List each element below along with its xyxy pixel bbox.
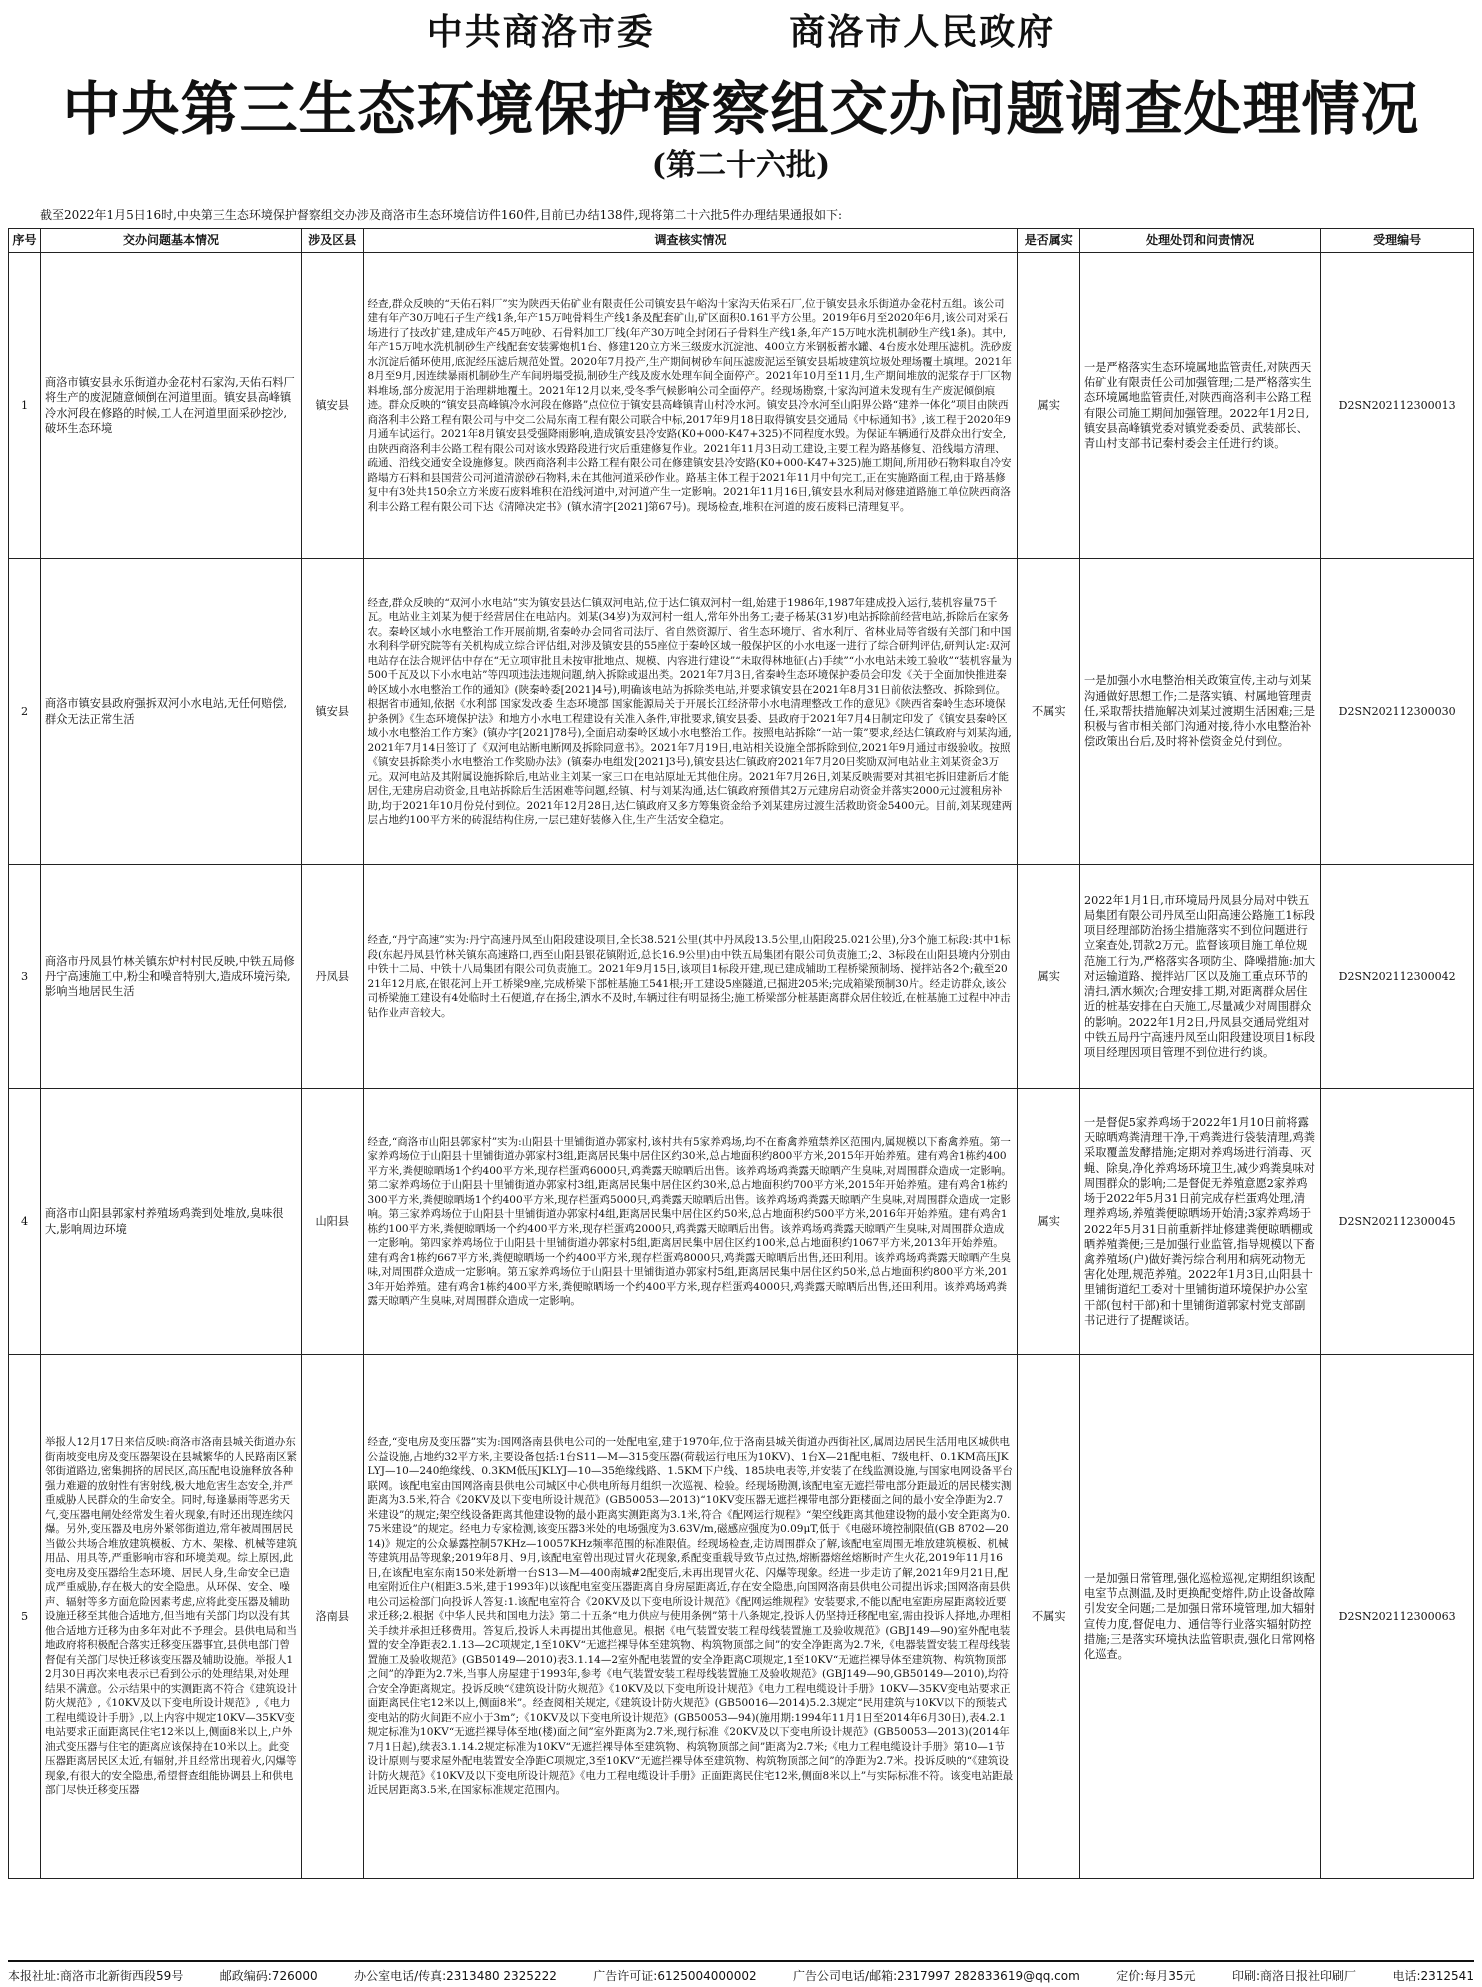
row-id: D2SN202112300063 [1321,1355,1474,1879]
issues-table [8,228,1474,1879]
row-findings: 经查,“变电房及变压器”实为:国网洛南县供电公司的一处配电室,建于1970年,位于洛南县城关街道办西街社区,属周边居民生活用电区城供电公益设施,占地约32平方米,主要设备包括:1台S11—M—315变压器(荷载运行电压为10KV)、1台X—21配电柜、7级电杆、0.1KM高压JKLYJ—10—240绝缘线、0.3KM低压JKLYJ—10—35绝缘线路、1.5KM下户线、185块电表等,并安装了在线监测设施,与国家电网设备平台联网。该配电室由国网洛南县供电公司城区中心供电所每月组织一次巡视、检验。经现场勘测,该配电室无遮拦带电部分距最近的居民楼实测距离为3.5米,符合《20KV及以下变电所设计规范》(GB50053—2013)“10KV变压器无遮拦裸带电部分距楼面之间的最小安全净距为2.7米建设”的规定;架空线设备距离其他建设物的最小距离实测距离为3.1米,符合《配网运行规程》“架空线距离其他建设物的最小安全距离为0.75米建设”的规定。经电力专家检测,该变压器3米处的电场强度为3.63V/m,磁感应强度为0.09μT,低于《电磁环境控制限值(GB 8702—2014)》规定的公众暴露控制57KHz—10057KHz频率范围的标准限值。经现场检查,走访周围群众了解,该配电室周围无堆放建筑模板、机械等建筑用品等现象;2019年8月、9月,该配电室曾出现过冒火花现象,系配变重载导致节点过热,熔断器熔丝熔断时产生火花,2019年11月16日,在该配电室东南150米处新增一台S13—M—400南城#2配变后,未再出现冒火花、闪爆等现象。经进一步走访了解,2021年9月21日,配电室附近住户(相距3.5米,建于1993年)以该配电室变压器距离自身房屋距离近,存在安全隐患,向国网洛南县供电公司提出诉求;国网洛南县供电公司运检部门向投诉人答复:1.该配电室符合《20KV及以下变电所设计规范》《配网运维规程》安装要求,不能以配电室距房屋距离较近要求迁移;2.根据《中华人民共和国电力法》第二十五条“电力供应与使用条例”第十八条规定,投诉人仍坚持迁移配电室,需由投诉人择地,办理相关手续并承担迁移费用。答复后,投诉人未再提出其他意见。根据《电气装置安装工程母线装置施工及验收规范》(GBJ149—90)室外配电装置的安全净距表2.1.13—2C项规定,1至10KV“无遮拦裸导体至建筑物、构筑物顶部之间”的安全净距离为2.7米,《电器装置安装工程母线装置施工及验收规范》(GB50149—2010)表3.1.14—2室外配电装置的安全净距离C项规定,1至10KV“无遮拦裸导体至建筑物、构筑物顶部之间”的净距为2.7米,当事人房屋建于1993年,参考《电气装置安装工程母线装置施工及验收规范》(GBJ149—90,GB50149—2010),均符合安全净距离规定。投诉反映“《建筑设计防火规范》《10KV及以下变电所设计规范》《电力工程电缆设计手册》10KV—35KV变电站要求正面距离民住宅12米以上,侧面8米”。经查阅相关规定,《建筑设计防火规范》(GB50016—2014)5.2.3规定“民用建筑与10KV以下的预装式变电站的防火间距不应小于3m”;《10KV及以下变电所设计规范》(GB50053—94)(施用期:1994年11月1日至2014年6月30日),表4.2.1规定标准为10KV“无遮拦裸导体至地(楼)面之间”室外距离为2.7米,现行标准《20KV及以下变电所设计规范》(GB50053—2013)(2014年7月1日起),续表3.1.14.2规定标准为10KV“无遮拦裸导体至建筑物、构筑物顶部之间”距离为2.7米;《电力工程电缆设计手册》第10—1节设计原则与要求屋外配电装置安全净距C项规定,3至10KV“无遮拦裸导体至建筑物、构筑物顶部之间”的净距为2.7米。投诉反映的“《建筑设计防火规范》《10KV及以下变电所设计规范》《电力工程电缆设计手册》正面距离民住宅12米,侧面8米以上”与实际标准不符。该变电站距最近民居距离3.5米,在国家标准规定范围内。 [363,1355,1018,1879]
table-header-row [9,229,1474,253]
batch-label: (第二十六批) [651,148,831,183]
header-findings: 调查核实情况 [363,229,1018,253]
row-issue: 商洛市镇安县政府强拆双河小水电站,无任何赔偿,群众无法正常生活 [41,559,302,865]
row-county: 山阳县 [301,1089,363,1355]
footer-bar [8,1960,1474,1984]
page-title: 中央第三生态环境保护督察组交办问题调查处理情况 [62,75,1420,143]
footer-address: 本报社址:商洛市北新街西段59号 [8,1969,184,1983]
row-issue: 商洛市丹凤县竹林关镇东炉村村民反映,中铁五局修丹宁高速施工中,粉尘和噪音特别大,造成环境污染,影响当地居民生活 [41,865,302,1089]
row-findings: 经查,“商洛市山阳县郭家村”实为:山阳县十里铺街道办郭家村,该村共有5家养鸡场,均不在畜禽养殖禁养区范围内,属规模以下畜禽养殖。第一家养鸡场位于山阳县十里铺街道办郭家村3组,距离居民集中居住区约30米,总占地面积约800平方米,2015年开始养殖。建有鸡舍1栋约400平方米,粪便晾晒场1个约400平方米,现存栏蛋鸡6000只,鸡粪露天晾晒后出售。该养鸡场鸡粪露天晾晒产生臭味,对周围群众造成一定影响。第二家养鸡场位于山阳县十里铺街道办郭家村3组,距离居民集中居住区约30米,总占地面积约700平方米,2015年开始养殖。建有鸡舍1栋约300平方米,粪便晾晒场1个约400平方米,现存栏蛋鸡5000只,鸡粪露天晾晒后出售。该养鸡场鸡粪露天晾晒产生臭味,对周围群众造成一定影响。第三家养鸡场位于山阳县十里铺街道办郭家村4组,距离居民集中居住区约50米,总占地面积约500平方米,2016年开始养殖。建有鸡舍1栋约100平方米,粪便晾晒场一个约400平方米,现存栏蛋鸡2000只,鸡粪露天晾晒后出售。该养鸡场鸡粪露天晾晒产生臭味,对周围群众造成一定影响。第四家养鸡场位于山阳县十里铺街道办郭家村5组,距离居民集中居住区约100米,总占地面积约1067平方米,2013年开始养殖。建有鸡舍1栋约667平方米,粪便晾晒场一个约400平方米,现存栏蛋鸡8000只,鸡粪露天晾晒后出售,还田利用。该养鸡场鸡粪露天晾晒产生臭味,对周围群众造成一定影响。第五家养鸡场位于山阳县十里铺街道办郭家村5组,距离居民集中居住区约50米,总占地面积约800平方米,2013年开始养殖。建有鸡舍1栋约400平方米,粪便晾晒场一个约400平方米,现存栏蛋鸡4000只,鸡粪露天晾晒后出售,还田利用。该养鸡场鸡粪露天晾晒产生臭味,对周围群众造成一定影响。 [363,1089,1018,1355]
row-handling: 2022年1月1日,市环境局丹凤县分局对中铁五局集团有限公司丹凤至山阳高速公路施工1标段项目经理部防治扬尘措施落实不到位问题进行立案查处,罚款2万元。监督该项目施工单位规范施工行为,严格落实各项防尘、降噪措施:加大对运输道路、搅拌站厂区以及施工重点环节的清扫,洒水频次;合理安排工期,对距离群众居住近的桩基安排在白天施工,尽量减少对周围群众的影响。2022年1月2日,丹凤县交通局党组对中铁五局丹宁高速丹凤至山阳段建设项目1标段项目经理因项目管理不到位进行约谈。 [1080,865,1321,1089]
table-row [9,1089,1474,1355]
header-no: 序号 [9,229,41,253]
row-no: 3 [9,865,41,1089]
row-handling: 一是督促5家养鸡场于2022年1月10日前将露天晾晒鸡粪清理干净,干鸡粪进行袋装清理,鸡粪采取覆盖发酵措施;定期对养鸡场进行消毒、灭蝇、除臭,净化养鸡场环境卫生,减少鸡粪臭味对周围群众的影响;二是督促无养殖意愿2家养鸡场于2022年5月31日前完成存栏蛋鸡处理,清理养鸡场,养殖粪便晾晒场开始清;3家养鸡场于2022年5月31日前重新拌址修建粪便晾晒棚或晒养殖粪便;三是加强行业监管,指导规模以下畜禽养殖场(户)做好粪污综合利用和病死动物无害化处理,规范养殖。2022年1月3日,山阳县十里铺街道纪工委对十里铺街道环境保护办公室干部(包村干部)和十里铺街道郭家村党支部副书记进行了提醒谈话。 [1080,1089,1321,1355]
footer-office-phone: 办公室电话/传真:2313480 2325222 [354,1969,557,1983]
row-county: 镇安县 [301,559,363,865]
footer-postcode: 邮政编码:726000 [219,1969,318,1983]
row-no: 4 [9,1089,41,1355]
row-handling: 一是严格落实生态环境属地监管责任,对陕西天佑矿业有限责任公司加强管理;二是严格落实生态环境属地监管责任,对陕西商洛利丰公路工程有限公司施工期间加强管理。2022年1月2日,镇安县高峰镇党委对镇党委委员、武装部长、青山村支部书记秦村委会主任进行约谈。 [1080,253,1321,559]
row-findings: 经查,“丹宁高速”实为:丹宁高速丹凤至山阳段建设项目,全长38.521公里(其中丹凤段13.5公里,山阳段25.021公里),分3个施工标段:其中1标段(东起丹凤县竹林关镇东高速路口,西至山阳县银花镇附近,总长16.9公里)由中铁五局集团有限公司负责施工;2、3标段在山阳县境内分别由中铁十二局、中铁十八局集团有限公司负责施工。2021年9月15日,该项目1标段开建,现已建成辅助工程桥梁预制场、搅拌站各2个;截至2021年12月底,在银花河上开工桥梁9座,完成桥梁下部桩基施工541根;开工建设5座隧道,已掘进205米;完成箱梁预制30片。经走访群众,该公司桥梁施工建设有4处临时土石便道,存在扬尘,洒水不及时,车辆过往有明显扬尘;施工桥梁部分桩基距离群众居住较近,在桩基施工过程中冲击钻作业声音较大。 [363,865,1018,1089]
header-county: 涉及区县 [301,229,363,253]
row-handling: 一是加强日常管理,强化巡检巡视,定期组织该配电室节点测温,及时更换配变熔件,防止设备故障引发安全问题;二是加强日常环境管理,加大辐射宣传力度,督促电力、通信等行业落实辐射防控措施;三是落实环境执法监管职责,强化日常网格化巡查。 [1080,1355,1321,1879]
footer-ad-license: 广告许可证:6125004000002 [593,1969,757,1983]
row-county: 洛南县 [301,1355,363,1879]
footer-printer: 印刷:商洛日报社印刷厂 [1231,1969,1357,1983]
row-county: 镇安县 [301,253,363,559]
table-row [9,865,1474,1089]
header-verified: 是否属实 [1018,229,1080,253]
table-row [9,253,1474,559]
table-row [9,559,1474,865]
row-verified: 属实 [1018,865,1080,1089]
issuer-line [0,4,1482,55]
row-verified: 属实 [1018,1089,1080,1355]
footer-phone: 电话:2312541 [1392,1969,1474,1983]
header-id: 受理编号 [1321,229,1474,253]
row-county: 丹凤县 [301,865,363,1089]
row-issue: 商洛市镇安县永乐街道办金花村石家沟,天佑石料厂将生产的废泥随意倾倒在河道里面。镇安县高峰镇冷水河段在修路的时候,工人在河道里面采砂挖沙,破坏生态环境 [41,253,302,559]
row-handling: 一是加强小水电整治相关政策宣传,主动与刘某沟通做好思想工作;二是落实镇、村属地管理责任,采取帮扶措施解决刘某过渡期生活困难;三是积极与省市相关部门沟通对接,待小水电整治补偿政策出台后,及时将补偿资金兑付到位。 [1080,559,1321,865]
row-id: D2SN202112300045 [1321,1089,1474,1355]
issuer-government: 商洛市人民政府 [789,12,1056,53]
row-id: D2SN202112300030 [1321,559,1474,865]
row-no: 5 [9,1355,41,1879]
footer-ad-contact: 广告公司电话/邮箱:2317997 282833619@qq.com [793,1969,1080,1983]
row-no: 1 [9,253,41,559]
table-row [9,1355,1474,1879]
header-issue: 交办问题基本情况 [41,229,302,253]
row-verified: 不属实 [1018,559,1080,865]
row-findings: 经查,群众反映的“天佑石料厂”实为陕西天佑矿业有限责任公司镇安县午峪沟十家沟天佑采石厂,位于镇安县永乐街道办金花村五组。该公司建有年产30万吨石子生产线1条,年产15万吨骨料生产线1条及配套矿山,矿区面积0.161平方公里。2019年6月至2020年6月,该公司对采石场进行了技改扩建,建成年产45万吨砂、石骨料加工厂线(年产30万吨全封闭石子骨料生产线1条,年产15万吨水洗机制砂生产线1条)。其中,年产15万吨水洗机制砂生产线配套安装雾炮机1台、修建120立方米三级废水沉淀池、400立方米钢板蓄水罐、4台废水处理压滤机。洗砂废水沉淀后循环使用,底泥经压滤后规范处置。2020年7月投产,生产期间树砂车间压滤废泥运至镇安县垢坡建筑垃圾处理场覆土填埋。2021年8月至9月,因连续暴雨机制砂生产车间坍塌受损,制砂生产线及废水处理车间全面停产。2021年10月至11月,生产期间堆放的泥浆存于厂区物料堆场,部分废泥用于治理耕地覆土。2021年12月以来,受冬季气候影响公司全面停产。经现场勘察,十家沟河道未发现有生产废泥倾倒痕迹。群众反映的“镇安县高峰镇冷水河段在修路”点位位于镇安县高峰镇青山村冷水河。镇安县冷水河至山阳界公路“建养一体化”项目由陕西商洛利丰公路工程有限公司与中交二公局东南工程有限公司联合中标,2017年9月18日取得镇安县交通局《中标通知书》,该工程于2020年9月通车试运行。2021年8月镇安县受强降雨影响,造成镇安县冷安路(K0+000-K47+325)不同程度水毁。为保证车辆通行及群众出行安全,由陕西商洛利丰公路工程有限公司对该水毁路段进行灾后重建修复作业。2021年11月3日动工建设,主要工程为路基修复、沿线塌方清理、疏通、沿线交通安全设施修复。陕西商洛利丰公路工程有限公司在修建镇安县冷安路(K0+000-K47+325)施工期间,所用砂石物料取自冷安路塌方石料和县国营公司河道清淤砂石物料,未在其他河道采砂作业。路基主体工程于2021年11月中旬完工,正在实施路面工程,由于路基修复中有3处共150余立方米废石废料堆积在沿线河道中,对河道产生一定影响。2021年11月16日,镇安县水利局对修建道路施工单位陕西商洛利丰公路工程有限公司下达《清障决定书》(镇水清字[2021]第67号)。现场检查,堆积在河道的废石废料已清理复平。 [363,253,1018,559]
intro-text: 截至2022年1月5日16时,中央第三生态环境保护督察组交办涉及商洛市生态环境信访件160件,目前已办结138件,现将第二十六批5件办理结果通报如下: [40,208,843,222]
row-no: 2 [9,559,41,865]
issuer-party: 中共商洛市委 [426,12,655,53]
footer-price: 定价:每月35元 [1116,1969,1196,1983]
row-issue: 商洛市山阳县郭家村养殖场鸡粪到处堆放,臭味很大,影响周边环境 [41,1089,302,1355]
row-id: D2SN202112300042 [1321,865,1474,1089]
row-verified: 不属实 [1018,1355,1080,1879]
row-findings: 经查,群众反映的“双河小水电站”实为镇安县达仁镇双河电站,位于达仁镇双河村一组,始建于1986年,1987年建成投入运行,装机容量75千瓦。电站业主刘某为便于经营居住在电站内。刘某(34岁)为双河村一组人,常年外出务工;妻子杨某(31岁)电站拆除前经营电站,拆除后在家务农。秦岭区域小水电整治工作开展前期,省秦岭办会同省司法厅、省自然资源厅、省生态环境厅、省水利厅、省林业局等省级有关部门和中国水利科学研究院等有关机构成立综合评估组,对涉及镇安县的55座位于秦岭区域一般保护区的小水电逐一进行了综合研判评估,研判认定:双河电站存在法合规评估中存在“无立项审批且未按审批地点、规模、内容进行建设”“未取得林地征(占)手续”“小水电站未竣工验收”“装机容量为500千瓦及以下小水电站”等四项违法违规问题,纳入拆除或退出类。2021年7月3日,省秦岭生态环境保护委员会印发《关于全面加快推进秦岭区域小水电整治工作的通知》(陕秦岭委[2021]4号),明确该电站为拆除类电站,并要求镇安县在2021年8月31日前依法整改、拆除到位。根据省市通知,依据《水利部 国家发改委 生态环境部 国家能源局关于开展长江经济带小水电清理整改工作的意见》《陕西省秦岭生态环境保护条例》《生态环境保护法》和地方小水电工程建设有关准入条件,审批要求,镇安县委、县政府于2021年7月4日制定印发了《镇安县秦岭区域小水电整治工作方案》(镇办字[2021]78号),全面启动秦岭区域小水电整治工作。按照电站拆除“一站一策”要求,经达仁镇政府与刘某沟通,2021年7月14日签订了《双河电站断电断网及拆除同意书》。2021年7月19日,电站相关设施全部拆除到位,2021年9月通过市级验收。按照《镇安县拆除类小水电整治工作奖励办法》(镇秦办电组发[2021]3号),镇安县达仁镇政府2021年7月20日奖励双河电站业主刘某资金3万元。双河电站及其附属设施拆除后,电站业主刘某一家三口在电站原址无其他住房。2021年7月26日,刘某反映需要对其祖宅拆旧建新后才能居住,无建房启动资金,且电站拆除后生活困难等问题,经镇、村与刘某沟通,达仁镇政府预借其2万元建房启动资金并落实2000元过渡租房补助,均于2021年10月份兑付到位。2021年12月28日,达仁镇政府又多方筹集资金给予刘某建房过渡生活救助资金5400元。目前,刘某现建两层占地约100平方米的砖混结构住房,一层已建好装修入住,生产生活安全稳定。 [363,559,1018,865]
row-issue: 举报人12月17日来信反映:商洛市洛南县城关街道办东街南坡变电房及变压器架设在县城繁华的人民路南区紧邻街道路边,密集拥挤的居民区,高压配电设施释放各种强力难避的放射性有害射线,极大地危害生态安全,并严重威胁人民群众的生命安全。同时,每逢暴雨等恶劣天气,变压器电闸处经常发生着火现象,有时还出现连续闪爆。另外,变压器及电房外紧邻街道边,常年被周围居民当做公共场合堆放建筑模板、方木、架椽、机械等建筑用品、用具等,严重影响市容和环境美观。综上原因,此变电房及变压器给生态环境、居民人身,生命安全已造成严重威胁,存在极大的安全隐患。从环保、安全、噪声、辐射等多方面危险因素考虑,应将此变压器及辅助设施迁移至其他合适地方,但当地有关部门均以没有其他合适地方迁移为由多年对此不予理会。县供电局和当地政府将积极配合落实迁移变压器事宜,县供电部门曾督促有关部门尽快迁移该变压器及辅助设施。举报人12月30日再次来电表示已看到公示的处理结果,对处理结果不满意。公示结果中的实测距离不符合《建筑设计防火规范》,《10KV及以下变电所设计规范》,《电力工程电缆设计手册》,以上内容中规定10KV—35KV变电站要求正面距离民住宅12米以上,侧面8米以上,户外油式变压器与住宅的距离应该保持在10米以上。此变压器距离居民区太近,有辐射,并且经常出现着火,闪爆等现象,有很大的安全隐患,希望督查组能协调县上和供电部门尽快迁移变压器 [41,1355,302,1879]
header-handling: 处理处罚和问责情况 [1080,229,1321,253]
row-id: D2SN202112300013 [1321,253,1474,559]
row-verified: 属实 [1018,253,1080,559]
